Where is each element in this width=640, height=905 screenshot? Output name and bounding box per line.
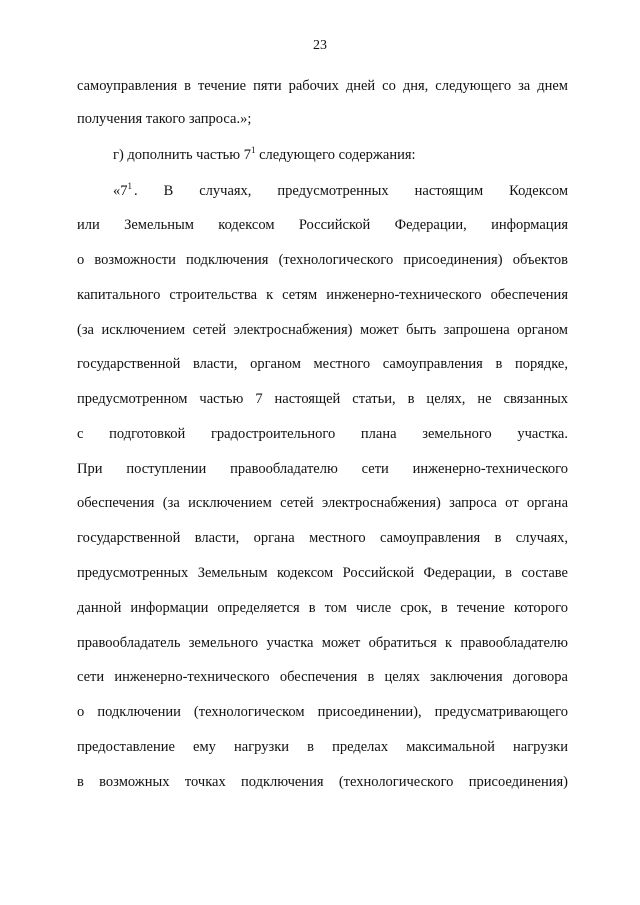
text-span: . В случаях, предусмотренных настоящим Кодексом <box>134 183 568 199</box>
text-line: (за исключением сетей электроснабжения) может быть запрошена органом <box>77 322 568 338</box>
text-line: с подготовкой градостроительного плана земельного участка. <box>77 426 568 442</box>
text-line: предусмотренных Земельным кодексом Российской Федерации, в составе <box>77 565 568 581</box>
text-line: сети инженерно-технического обеспечения в целях заключения договора <box>77 669 568 685</box>
text-span: «7 <box>113 183 128 199</box>
text-span: г) дополнить частью 7 <box>113 147 251 163</box>
page-number: 23 <box>313 38 327 53</box>
text-line: данной информации определяется в том числе срок, в течение которого <box>77 600 568 616</box>
superscript: 1 <box>127 181 132 191</box>
text-line: государственной власти, органа местного самоуправления в случаях, <box>77 530 568 546</box>
text-span: следующего содержания: <box>259 147 416 163</box>
text-line <box>113 146 568 164</box>
text-line: в возможных точках подключения (технологического присоединения) <box>77 774 568 790</box>
text-line: предоставление ему нагрузки в пределах максимальной нагрузки <box>77 739 568 755</box>
text-line: о возможности подключения (технологического присоединения) объектов <box>77 252 568 268</box>
text-line: получения такого запроса.»; <box>77 111 252 127</box>
text-span <box>113 182 132 200</box>
text-line: государственной власти, органом местного самоуправления в порядке, <box>77 356 568 372</box>
text-line: предусмотренном частью 7 настоящей статьи, в целях, не связанных <box>77 391 568 407</box>
text-line: о подключении (технологическом присоединении), предусматривающего <box>77 704 568 720</box>
text-line: капитального строительства к сетям инженерно-технического обеспечения <box>77 287 568 303</box>
text-line: или Земельным кодексом Российской Федерации, информация <box>77 217 568 233</box>
text-line: самоуправления в течение пяти рабочих дней со дня, следующего за днем <box>77 78 568 94</box>
text-line: правообладатель земельного участка может обратиться к правообладателю <box>77 635 568 651</box>
text-line <box>113 182 568 200</box>
text-line: обеспечения (за исключением сетей электроснабжения) запроса от органа <box>77 495 568 511</box>
superscript: 1 <box>251 145 256 155</box>
text-line: При поступлении правообладателю сети инженерно-технического <box>77 461 568 477</box>
